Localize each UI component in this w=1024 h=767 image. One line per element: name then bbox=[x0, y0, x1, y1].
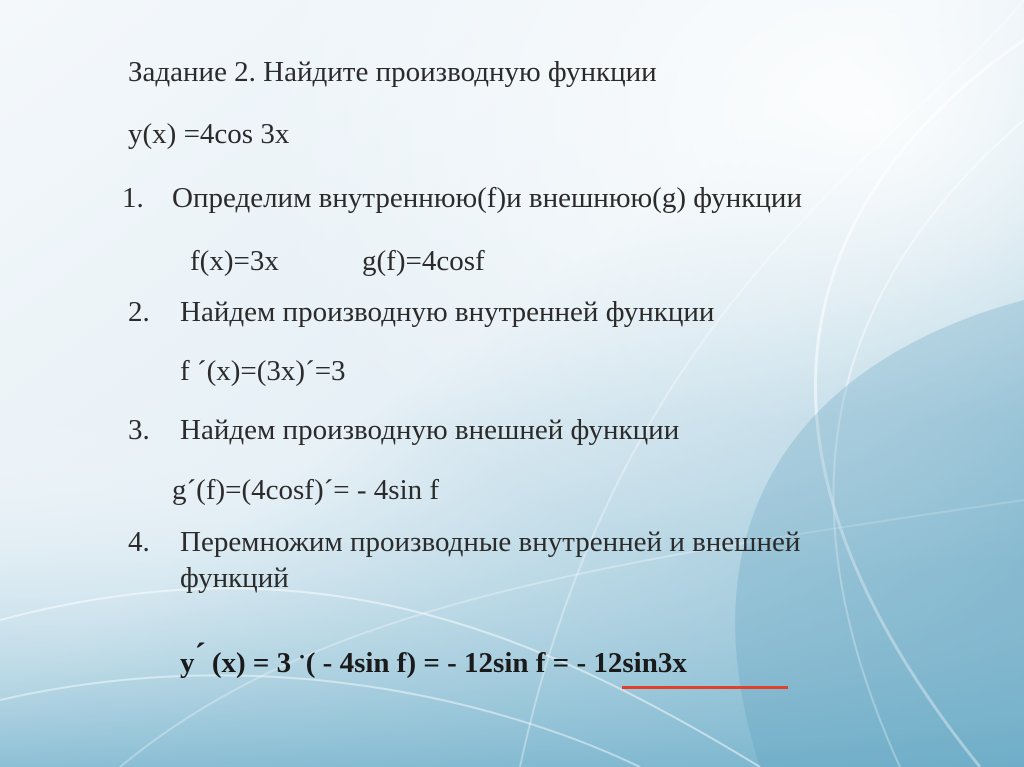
step-4-text: Перемножим производные внутренней и внешней bbox=[180, 526, 801, 558]
step-1-number: 1. bbox=[122, 182, 144, 214]
result-underline bbox=[622, 686, 788, 689]
inner-function: f(x)=3x bbox=[190, 245, 279, 277]
task-title: Задание 2. Найдите производную функции bbox=[128, 56, 657, 88]
step-1-text: Определим внутреннюю(f)и внешнюю(g) функции bbox=[172, 182, 802, 214]
task-function: y(x) =4cos 3x bbox=[128, 118, 290, 150]
step-2-text: Найдем производную внутренней функции bbox=[180, 296, 715, 328]
result-prime: ´ bbox=[194, 637, 206, 674]
step-3-number: 3. bbox=[128, 414, 150, 446]
result-dot: · bbox=[298, 644, 306, 669]
step-4-number: 4. bbox=[128, 526, 150, 558]
step-4-text-continued: функций bbox=[180, 562, 289, 594]
result-part2: ( - 4sin f) = - 12sin f = - 12sin3x bbox=[305, 647, 687, 679]
outer-derivative: g´(f)=(4cosf)´= - 4sin f bbox=[172, 474, 440, 506]
inner-derivative: f ´(x)=(3x)´=3 bbox=[180, 355, 346, 387]
result-part1: (x) = 3 bbox=[211, 647, 299, 679]
result-prefix: y bbox=[180, 647, 195, 679]
outer-function: g(f)=4cosf bbox=[362, 245, 485, 277]
step-3-text: Найдем производную внешней функции bbox=[180, 414, 680, 446]
final-result bbox=[180, 637, 687, 681]
step-2-number: 2. bbox=[128, 296, 150, 328]
